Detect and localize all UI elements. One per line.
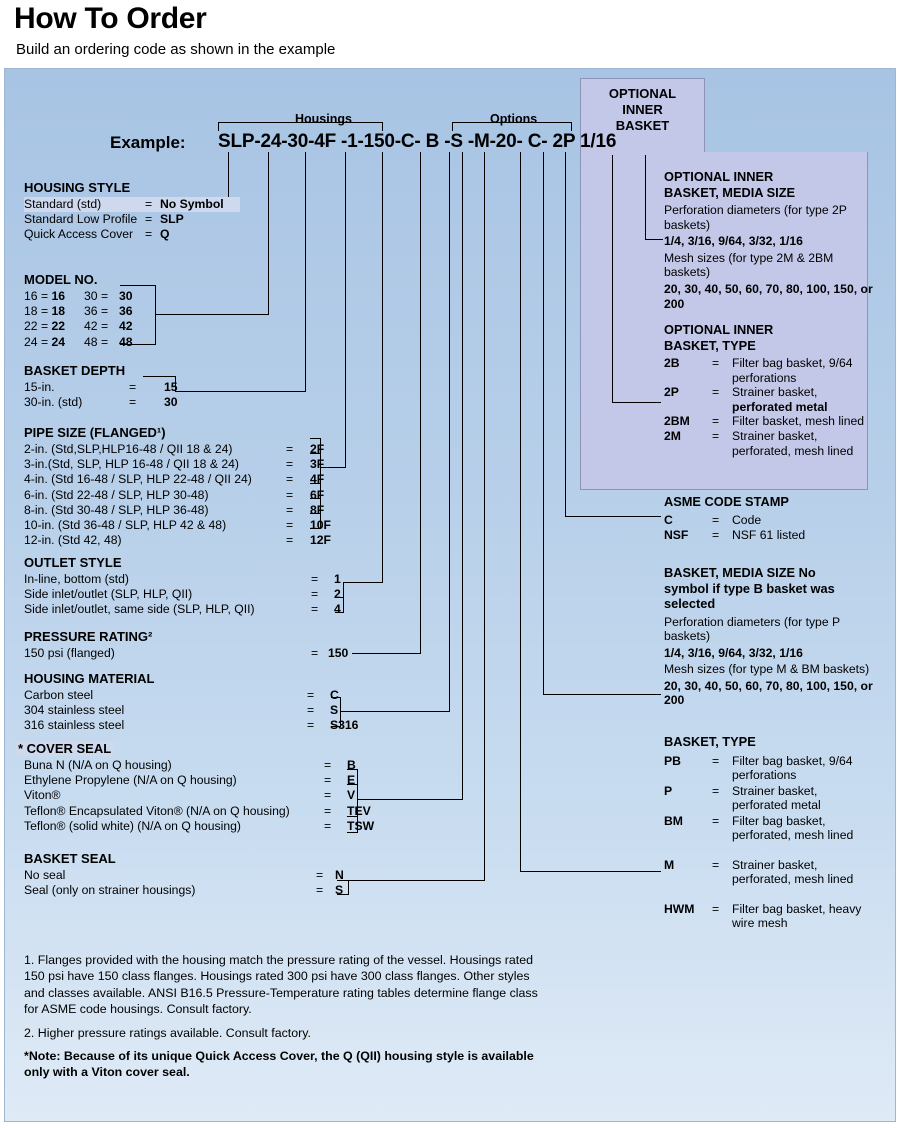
block-asme-code-stamp	[664, 495, 864, 543]
example-code: SLP-24-30-4F -1-150-C- B -S -M-20- C- 2P 1/16	[218, 131, 617, 152]
option-label: Strainer basket, perforated, mesh lined	[732, 429, 854, 458]
option-label: 12-in. (Std 42, 48)	[24, 533, 122, 548]
basket-perf-note: Perforation diameters (for type P baskets)	[664, 614, 840, 644]
option-code: 8F	[310, 502, 325, 517]
option-code: NSF	[664, 527, 689, 542]
option-label: No seal	[24, 868, 66, 882]
model-left: 22 =	[24, 319, 52, 334]
equals-sign: =	[286, 518, 294, 533]
model-left-code: 18	[51, 304, 66, 319]
oib-header-line-3: BASKET	[615, 117, 670, 133]
option-row	[24, 883, 384, 898]
example-label: Example:	[110, 133, 186, 152]
model-right: 42 =	[84, 319, 109, 334]
block-title: BASKET, TYPE	[664, 734, 756, 749]
option-code: 15	[164, 380, 178, 394]
option-label: Teflon® (solid white) (N/A on Q housing)	[24, 818, 241, 833]
option-label: Buna N (N/A on Q housing)	[24, 758, 172, 772]
block-title-line-1: OPTIONAL INNER	[664, 322, 774, 337]
block-housing-style	[24, 180, 264, 243]
option-label: Strainer basket, perforated metal	[732, 783, 821, 813]
option-row	[664, 814, 864, 858]
block-title-line-2: symbol if type B basket was	[664, 580, 835, 596]
block-basket-seal	[24, 851, 384, 898]
model-right-code: 36	[119, 304, 133, 319]
equals-sign: =	[145, 212, 153, 227]
oib-perf-note: Perforation diameters (for type 2P baskets)	[664, 203, 847, 232]
equals-sign: =	[311, 587, 319, 602]
option-row	[24, 773, 376, 788]
model-right-code: 48	[119, 334, 133, 349]
option-code: 3F	[310, 457, 325, 472]
option-label: 4-in. (Std 16-48 / SLP, HLP 22-48 / QII 24)	[24, 472, 252, 487]
leader-line	[449, 152, 450, 712]
block-pressure-rating	[24, 629, 364, 661]
option-code: S	[330, 703, 339, 718]
equals-sign: =	[712, 356, 720, 370]
model-right: 30 =	[84, 289, 109, 303]
leader-line	[645, 155, 646, 240]
option-label: Standard Low Profile	[24, 212, 138, 227]
option-code: N	[335, 868, 344, 882]
option-row	[24, 488, 344, 503]
equals-sign: =	[129, 380, 137, 394]
option-row	[664, 754, 864, 784]
option-label: 150 psi (flanged)	[24, 646, 115, 660]
basket-mesh-note: Mesh sizes (for type M & BM baskets)	[664, 662, 870, 677]
model-left-code: 16	[51, 289, 66, 303]
block-cover-seal	[16, 740, 376, 834]
option-row	[664, 429, 864, 459]
equals-sign: =	[712, 414, 720, 428]
option-row	[664, 858, 864, 902]
option-code: No Symbol	[160, 197, 224, 211]
option-row	[664, 356, 864, 385]
oib-mesh-sizes: 20, 30, 40, 50, 60, 70, 80, 100, 150, or 200	[664, 281, 873, 311]
option-label: Strainer basket, perforated, mesh lined	[732, 857, 854, 887]
leader-line	[462, 152, 463, 800]
equals-sign: =	[311, 602, 319, 617]
option-row	[24, 472, 344, 487]
option-row	[24, 395, 234, 410]
equals-sign: =	[712, 527, 720, 542]
option-row	[24, 804, 376, 819]
option-code: 10F	[310, 518, 332, 533]
option-label: NSF 61 listed	[732, 527, 806, 542]
option-label: Strainer basket,	[732, 385, 818, 399]
leader-line	[420, 152, 421, 654]
model-left-code: 22	[51, 319, 66, 334]
option-row	[664, 902, 864, 932]
equals-sign: =	[712, 429, 720, 443]
option-row	[24, 319, 224, 334]
basket-mesh-sizes: 20, 30, 40, 50, 60, 70, 80, 100, 150, or 200	[664, 678, 873, 708]
leader-line	[612, 402, 661, 403]
option-row	[664, 528, 864, 543]
leader-line	[520, 871, 661, 872]
option-row	[24, 587, 364, 602]
block-title: ASME CODE STAMP	[664, 494, 789, 509]
block-title: BASKET SEAL	[24, 851, 116, 866]
option-row	[24, 442, 344, 457]
page-subtitle: Build an ordering code as shown in the example	[16, 41, 336, 58]
equals-sign: =	[286, 502, 294, 517]
equals-sign: =	[145, 197, 153, 211]
option-code: BM	[664, 813, 683, 828]
option-row	[24, 197, 240, 212]
leader-line	[612, 155, 613, 403]
block-oib-media-size	[664, 170, 879, 311]
leader-line	[382, 152, 383, 583]
footnote-3-note: *Note: Because of its unique Quick Access Cover, the Q (QII) housing style is available only with a Viton cover seal.	[24, 1049, 534, 1080]
basket-perf-sizes: 1/4, 3/16, 9/64, 3/32, 1/16	[664, 645, 803, 660]
model-left-code: 24	[51, 334, 66, 349]
option-code: 2P	[664, 385, 679, 399]
leader-line	[305, 152, 306, 392]
option-label: 316 stainless steel	[24, 718, 125, 733]
leader-line	[484, 152, 485, 881]
block-title: * COVER SEAL	[18, 741, 112, 756]
model-left: 16 =	[24, 289, 52, 303]
model-right-code: 30	[119, 289, 133, 303]
option-label-bold: perforated metal	[732, 399, 828, 414]
equals-sign: =	[307, 703, 315, 718]
option-label: 3-in.(Std, SLP, HLP 16-48 / QII 18 & 24)	[24, 457, 239, 472]
leader-line	[268, 152, 269, 315]
option-code: C	[330, 688, 339, 702]
equals-sign: =	[324, 803, 332, 818]
option-row	[24, 289, 224, 304]
block-title: MODEL NO.	[24, 272, 98, 287]
block-title-line-1: OPTIONAL INNER	[664, 169, 774, 184]
block-title: BASKET DEPTH	[24, 363, 126, 378]
option-row	[664, 784, 864, 814]
model-right: 36 =	[84, 304, 109, 319]
option-label: 2-in. (Std,SLP,HLP16-48 / QII 18 & 24)	[24, 442, 233, 456]
option-row	[24, 533, 344, 548]
oib-perf-sizes: 1/4, 3/16, 9/64, 3/32, 1/16	[664, 234, 803, 249]
option-code: 2BM	[664, 414, 690, 428]
option-label: Filter bag basket, 9/64 perforations	[732, 753, 853, 783]
option-label: 30-in. (std)	[24, 395, 83, 410]
block-title: HOUSING MATERIAL	[24, 671, 155, 686]
block-basket-depth	[24, 363, 234, 410]
option-label: Ethylene Propylene (N/A on Q housing)	[24, 773, 237, 788]
option-label: Side inlet/outlet (SLP, HLP, QII)	[24, 587, 193, 602]
equals-sign: =	[712, 901, 720, 916]
equals-sign: =	[286, 457, 294, 472]
block-title: PIPE SIZE (FLANGED¹)	[24, 425, 166, 440]
equals-sign: =	[712, 753, 720, 768]
option-code: 2M	[664, 429, 681, 443]
equals-sign: =	[316, 868, 324, 882]
equals-sign: =	[307, 718, 315, 733]
leader-line	[345, 152, 346, 468]
option-label: Viton®	[24, 788, 61, 803]
option-code: Q	[160, 227, 170, 242]
option-code: TEV	[347, 803, 371, 818]
footnotes	[24, 952, 544, 1088]
equals-sign: =	[324, 758, 332, 772]
leader-line	[543, 152, 544, 695]
option-row	[24, 602, 364, 617]
block-title-line-3: selected	[664, 596, 716, 611]
option-row	[24, 212, 264, 227]
block-title: HOUSING STYLE	[24, 180, 131, 195]
option-label: 304 stainless steel	[24, 703, 125, 718]
option-code: PB	[664, 753, 681, 768]
option-label: 10-in. (Std 36-48 / SLP, HLP 42 & 48)	[24, 518, 227, 533]
option-code: P	[664, 783, 673, 798]
block-title: PRESSURE RATING²	[24, 629, 153, 644]
option-label: 6-in. (Std 22-48 / SLP, HLP 30-48)	[24, 487, 209, 502]
option-label: Teflon® Encapsulated Viton® (N/A on Q housing)	[24, 803, 290, 818]
option-code: 2B	[664, 356, 680, 370]
model-right: 48 =	[84, 334, 109, 349]
leader-line	[520, 152, 521, 872]
option-label: Filter bag basket, perforated, mesh lined	[732, 813, 854, 843]
model-left: 18 =	[24, 304, 52, 319]
block-housing-material	[24, 671, 364, 734]
option-code: 12F	[310, 533, 332, 548]
option-row	[24, 688, 364, 703]
option-row	[24, 503, 344, 518]
option-code: C	[664, 512, 673, 527]
option-row	[24, 227, 264, 242]
option-label: Filter bag basket, 9/64 perforations	[732, 356, 853, 385]
option-label: 8-in. (Std 30-48 / SLP, HLP 36-48)	[24, 502, 209, 517]
options-group-label: Options	[490, 112, 538, 126]
equals-sign: =	[712, 857, 720, 872]
block-pipe-size	[24, 425, 344, 548]
option-label: Seal (only on strainer housings)	[24, 883, 196, 898]
option-code: 4F	[310, 472, 325, 487]
block-title: OUTLET STYLE	[24, 555, 122, 570]
equals-sign: =	[324, 773, 332, 788]
option-row	[24, 518, 344, 533]
option-row	[24, 703, 364, 718]
option-code: 1	[334, 572, 341, 586]
option-label: Quick Access Cover	[24, 227, 134, 242]
option-code: V	[347, 788, 356, 803]
option-label: Filter basket, mesh lined	[732, 414, 865, 428]
option-code: SLP	[160, 212, 184, 227]
option-row	[24, 457, 344, 472]
block-model-no	[24, 272, 224, 350]
equals-sign: =	[712, 783, 720, 798]
equals-sign: =	[286, 472, 294, 487]
equals-sign: =	[712, 813, 720, 828]
leader-line	[565, 152, 566, 517]
option-code: M	[664, 857, 675, 872]
option-label: Side inlet/outlet, same side (SLP, HLP, QII)	[24, 602, 255, 617]
leader-line	[543, 694, 661, 695]
option-code: 4	[334, 602, 341, 617]
block-basket-type	[664, 735, 864, 932]
option-label: In-line, bottom (std)	[24, 572, 129, 586]
equals-sign: =	[311, 572, 319, 586]
block-oib-type	[664, 323, 864, 459]
equals-sign: =	[286, 487, 294, 502]
option-code: 150	[328, 646, 349, 660]
option-label: Code	[732, 512, 762, 527]
option-row	[24, 788, 376, 803]
option-label: Carbon steel	[24, 688, 94, 702]
option-label: Standard (std)	[24, 197, 102, 211]
leader-line	[645, 239, 663, 240]
option-row	[24, 380, 234, 395]
option-code: E	[347, 773, 356, 788]
equals-sign: =	[307, 688, 315, 702]
equals-sign: =	[324, 788, 332, 803]
oib-mesh-note: Mesh sizes (for type 2M & 2BM baskets)	[664, 250, 834, 280]
option-row	[24, 335, 224, 350]
option-row	[664, 385, 864, 414]
block-outlet-style	[24, 555, 364, 618]
option-code: 30	[164, 395, 178, 410]
leader-line	[565, 516, 661, 517]
equals-sign: =	[712, 512, 720, 527]
page-title: How To Order	[14, 2, 207, 35]
option-row	[664, 513, 864, 528]
option-row	[24, 868, 384, 883]
model-right-code: 42	[119, 319, 133, 334]
option-code: 6F	[310, 487, 325, 502]
footnote-2: 2. Higher pressure ratings available. Consult factory.	[24, 1025, 311, 1040]
housings-group-label: Housings	[295, 112, 352, 126]
option-row	[24, 572, 364, 587]
option-row	[24, 646, 364, 661]
block-basket-media-size	[664, 566, 876, 708]
option-row	[24, 304, 224, 319]
equals-sign: =	[712, 385, 720, 399]
oib-header-line-1: OPTIONAL	[608, 86, 677, 101]
oib-header-line-2: INNER	[622, 101, 663, 117]
option-code: TSW	[347, 818, 375, 833]
option-code: S	[335, 883, 344, 898]
footnote-1: 1. Flanges provided with the housing match the pressure rating of the vessel. Housings rated 150 psi have 150 class flanges. Housings rated 300 psi have 300 class flanges. Other styles and classes available. ANSI B16.5 Pressure-Temperature rating tables determine flange class for ASME code housings. Consult factory.	[24, 953, 538, 1017]
model-left: 24 =	[24, 334, 52, 349]
equals-sign: =	[145, 227, 153, 242]
option-code: 2	[334, 587, 341, 602]
equals-sign: =	[316, 883, 324, 898]
equals-sign: =	[324, 818, 332, 833]
option-row	[664, 414, 864, 429]
block-title-line-2: BASKET, TYPE	[664, 337, 756, 353]
equals-sign: =	[286, 442, 294, 456]
option-label: Filter bag basket, heavy wire mesh	[732, 901, 862, 931]
option-code: HWM	[664, 901, 695, 916]
option-label: 15-in.	[24, 380, 55, 394]
option-row	[24, 819, 376, 834]
option-code: S316	[330, 718, 359, 733]
option-code: 2F	[310, 442, 325, 456]
block-title-line-2: BASKET, MEDIA SIZE	[664, 184, 796, 200]
option-code: B	[347, 758, 356, 772]
option-row	[24, 758, 376, 773]
block-title-line-1: BASKET, MEDIA SIZE No	[664, 565, 816, 580]
option-row	[24, 718, 364, 733]
equals-sign: =	[129, 395, 137, 410]
equals-sign: =	[311, 646, 319, 660]
equals-sign: =	[286, 533, 294, 548]
